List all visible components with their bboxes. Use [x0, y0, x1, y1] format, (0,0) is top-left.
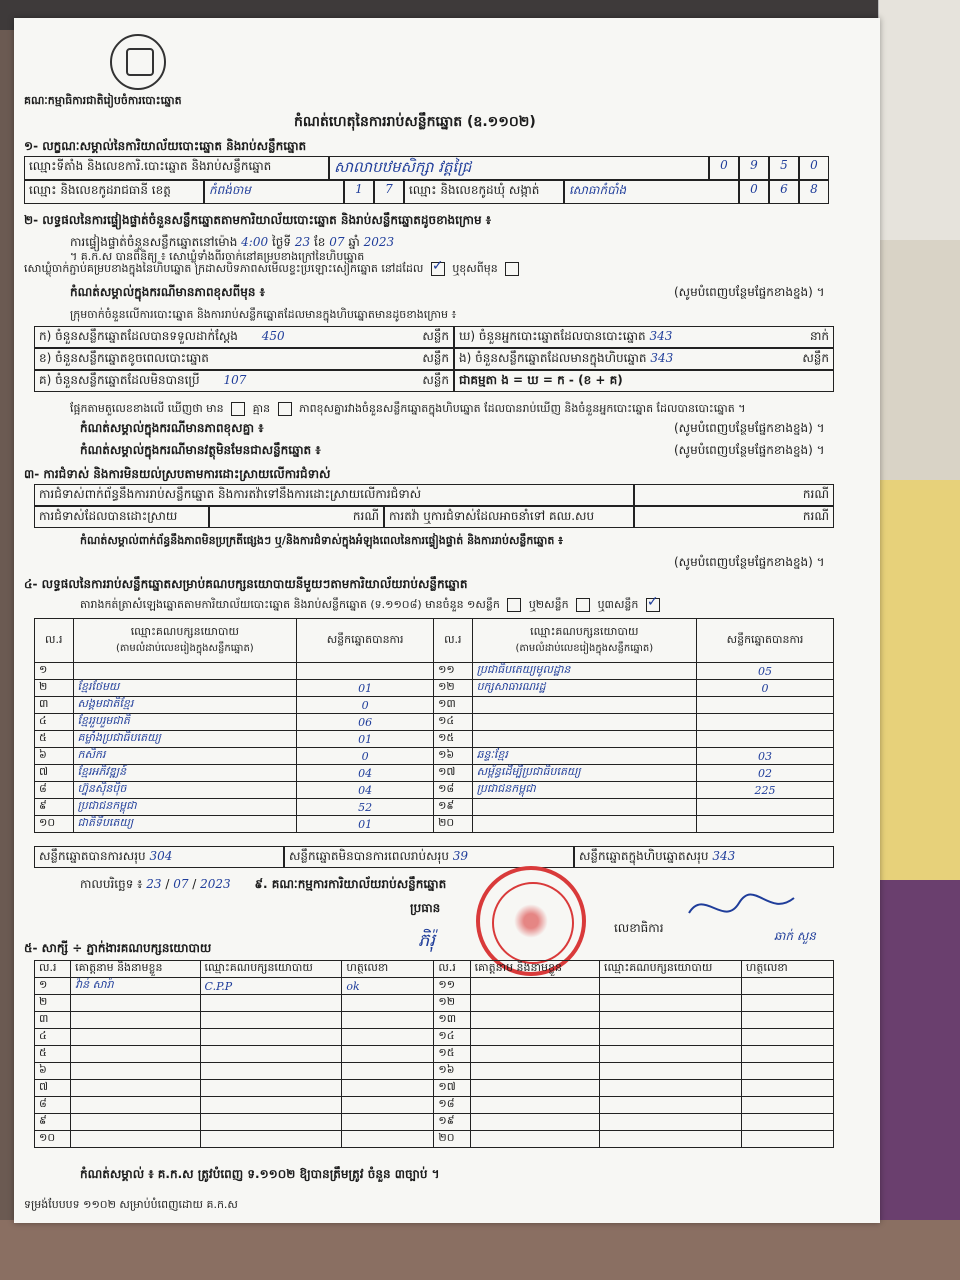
- table-row: ៨ ១៨: [35, 1097, 834, 1114]
- sec3-note: កំណត់សម្គាល់ពាក់ព័ន្ធនឹងភាពមិនប្រក្រតីផ្សេងៗ ឬ/និងការជំទាស់ក្នុងអំឡុងពេលនៃការផ្ទៀងផ្ទាត់ និងការរាប់សន្លឹកឆ្នោត ៖: [80, 534, 564, 547]
- date-line: កាលបរិច្ឆេទ ៖ 23 / 07 / 2023 ៩. គណៈកម្មការការិយាល័យរាប់សន្លឹកឆ្នោត: [80, 877, 447, 891]
- secretary-label: លេខាធិការ: [614, 921, 664, 935]
- col-no: ល.រ: [434, 619, 473, 663]
- table-row: ៤ ខ្មែររួបរួមជាតិ 06 ១៤: [35, 714, 834, 731]
- col-party: ឈ្មោះគណបក្សនយោបាយ: [530, 625, 639, 638]
- station-code-digit: 5: [769, 156, 799, 180]
- table-row: ៨ ហ្វ៊ុនស៊ិនប៉ិច 04 ១៨ ប្រជាជនកម្ពុជា 225: [35, 782, 834, 799]
- station-code-digit: 9: [739, 156, 769, 180]
- commune-code-digit: 0: [739, 180, 769, 204]
- commune-code-digit: 8: [799, 180, 829, 204]
- row-a-value: 450: [261, 329, 285, 343]
- table-row: ៥ ១៥: [35, 1046, 834, 1063]
- row-c-value: 107: [223, 373, 247, 387]
- verify-text: ។ គ.ក.ស បានពិនិត្យ ៖ សោឃ្លុំទាំងពីរចាក់នៅគម្របខាងក្រៅនៃហិបឆ្នោត: [70, 250, 365, 263]
- sheet-1-checkbox[interactable]: [507, 598, 521, 612]
- commune-label: ឈ្មោះ និងលេខកូដឃុំ សង្កាត់: [404, 180, 564, 204]
- background-poster: [878, 480, 960, 900]
- fill-more-note: (សូមបំពេញបន្ថែមផ្នែកខាងខ្នង) ។: [674, 421, 825, 435]
- witness-table: ល.រ គោត្តនាម និងនាមខ្លួន ឈ្មោះគណបក្សនយោបាយ ហត្ថលេខា ល.រ គោត្តនាម និងនាមខ្លួន ឈ្មោះគណបក្សនយោបាយ ហត្ថលេខា ១ វ៉ាន់ សារ៉ា C.P.P ok ១១ ២ ១២ ៣ ១៣ ៤ ១៤ ៥ ១៥ ៦ ១៦ ៧ ១៧ ៨ ១៨ ៩ ១៩ ១០ ២០: [34, 960, 834, 1148]
- compare-yes-checkbox[interactable]: [231, 402, 245, 416]
- secretary-signature: [684, 888, 804, 928]
- row-e-value: 343: [650, 351, 674, 365]
- col-party: ឈ្មោះគណបក្សនយោបាយ: [130, 625, 239, 638]
- sum-valid-value: 304: [149, 849, 173, 863]
- sum-box: សន្លឹកឆ្នោតក្នុងហិបឆ្នោតសរុប 343: [574, 846, 834, 868]
- table-row: ៩ ១៩: [35, 1114, 834, 1131]
- row-a: ក) ចំនួនសន្លឹកឆ្នោតដែលបានទទួលដាក់ស្តែង 450 សន្លឹក: [34, 326, 454, 348]
- date-year: 2023: [200, 877, 231, 891]
- verify-day: 23: [294, 235, 311, 249]
- fill-more-note: (សូមបំពេញបន្ថែមផ្នែកខាងខ្នង) ។: [674, 285, 825, 299]
- objection-case: ករណី: [634, 484, 834, 506]
- chair-label: ប្រធាន: [410, 901, 441, 915]
- bullet-diff: កំណត់សម្គាល់ក្នុងករណីមានភាពខុសគ្នា ៖: [80, 421, 264, 435]
- table-row: ៧ ខ្មែរអភិវឌ្ឍន៍ 04 ១៧ សម្ព័ន្ធដើម្បីប្រជាធិបតេយ្យ 02: [35, 765, 834, 782]
- table-row: ៣ សង្គមជាតិខ្មែរ 0 ១៣: [35, 697, 834, 714]
- table-row: ១ វ៉ាន់ សារ៉ា C.P.P ok ១១: [35, 978, 834, 995]
- row-c: គ) ចំនួនសន្លឹកឆ្នោតដែលមិនបានប្រើ 107 សន្លឹក: [34, 370, 454, 392]
- station-code-digit: 0: [709, 156, 739, 180]
- table-row: ១ ១១ ប្រជាធិបតេយ្យមូលដ្ឋាន 05: [35, 663, 834, 680]
- col-votes: សន្លឹកឆ្នោតបានការ: [697, 619, 834, 663]
- org-name: គណៈកម្មាធិការជាតិរៀបចំការបោះឆ្នោត: [24, 94, 182, 107]
- verify-month: 07: [329, 235, 345, 249]
- station-name-label: ឈ្មោះទីតាំង និងលេខការិ.បោះឆ្នោត និងរាប់សន្លឹកឆ្នោត: [24, 156, 329, 180]
- objection-case: ករណី: [634, 506, 834, 528]
- seal-same-checkbox[interactable]: [431, 262, 445, 276]
- sum-invalid: សន្លឹកឆ្នោតមិនបានការពេលរាប់សរុប 39: [284, 846, 574, 868]
- bullet-object: កំណត់សម្គាល់ក្នុងករណីមានវត្ថុមិនមែនជាសន្លឹកឆ្នោត ៖: [80, 443, 321, 457]
- section-4-title: ៤- លទ្ធផលនៃការរាប់សន្លឹកឆ្នោតសម្រាប់គណបក្សនយោបាយនីមួយៗតាមការិយាល័យរាប់សន្លឹកឆ្នោត: [24, 577, 468, 591]
- col-votes: សន្លឹកឆ្នោតបានការ: [297, 619, 434, 663]
- compare-no-checkbox[interactable]: [278, 402, 292, 416]
- objection-case: ករណី: [209, 506, 384, 528]
- section-1-title: ១- លក្ខណៈសម្គាល់នៃការិយាល័យបោះឆ្នោត និងរាប់សន្លឹកឆ្នោត: [24, 139, 307, 153]
- form-footer: ទម្រង់បែបបទ ១១០២ សម្រាប់បំពេញដោយ គ.ក.ស: [24, 1198, 238, 1211]
- table-row: ៥ គម្លាំងប្រជាធិបតេយ្យ 01 ១៥: [35, 731, 834, 748]
- fill-more-note: (សូមបំពេញបន្ថែមផ្នែកខាងខ្នង) ។: [674, 555, 825, 569]
- date-day: 23: [146, 877, 162, 891]
- section-5-title: ៥- សាក្សី ÷ ភ្នាក់ងារគណបក្សនយោបាយ: [24, 941, 212, 955]
- table-row: ២ ខ្មែរថែមយ 01 ១២ បក្សសាធារណរដ្ឋ 0: [35, 680, 834, 697]
- chair-name: ភិរ៉ុ: [418, 930, 436, 951]
- table-row: ៤ ១៤: [35, 1029, 834, 1046]
- formula: ជាគម្មតា ង = ឃ = ក - (ខ + គ): [454, 370, 834, 392]
- table-row: ៦ កសិករ 0 ១៦ ឆន្ទៈខ្មែរ 03: [35, 748, 834, 765]
- table-row: ៦ ១៦: [35, 1063, 834, 1080]
- sheet-2-checkbox[interactable]: [576, 598, 590, 612]
- row-d: ឃ) ចំនួនអ្នកបោះឆ្នោតដែលបានបោះឆ្នោត 343 នាក់: [454, 326, 834, 348]
- seal-line: សោឃ្លុំចាក់ភ្ជាប់គម្របខាងក្នុងនៃហិបឆ្នោត ក្រដាសបិទភាពសមើលខ្ទះប្រឡោះសៀកឆ្នោត នៅដដែល ✓ ឬខុសពីមុន: [24, 262, 523, 278]
- objection-resolved: ការជំទាស់ដែលបានដោះស្រាយ: [34, 506, 209, 528]
- row-b: ខ) ចំនួនសន្លឹកឆ្នោតខូចពេលបោះឆ្នោត សន្លឹក: [34, 348, 454, 370]
- sum-invalid-value: 39: [452, 849, 469, 863]
- col-party-sub: (តាមលំដាប់លេខរៀងក្នុងសន្លឹកឆ្នោត): [515, 643, 654, 654]
- diff-note-label: កំណត់សម្គាល់ក្នុងករណីមានភាពខុសពីមុន ៖: [70, 285, 265, 299]
- col-party-sub: (តាមលំដាប់លេខរៀងក្នុងសន្លឹកឆ្នោត): [115, 643, 254, 654]
- footer-note: កំណត់សម្គាល់ ៖ គ.ក.ស ត្រូវបំពេញ ទ.១១០២ ឱ្យបានត្រឹមត្រូវ ចំនួន ៣ច្បាប់ ។: [80, 1167, 440, 1181]
- form-sheet: [14, 18, 880, 1223]
- commune-code-digit: 6: [769, 180, 799, 204]
- background-floor: [0, 1220, 960, 1280]
- station-code-digit: 0: [799, 156, 829, 180]
- table-row: ៧ ១៧: [35, 1080, 834, 1097]
- seal-diff-checkbox[interactable]: [505, 262, 519, 276]
- table-row: ២ ១២: [35, 995, 834, 1012]
- table-row: ១០ ២០: [35, 1131, 834, 1148]
- province-label: ឈ្មោះ និងលេខកូដរាជធានី ខេត្ត: [24, 180, 204, 204]
- nec-emblem-icon: [110, 34, 166, 90]
- fill-more-note: (សូមបំពេញបន្ថែមផ្នែកខាងខ្នង) ។: [674, 443, 825, 457]
- sum-valid: សន្លឹកឆ្នោតបានការសរុប 304: [34, 846, 284, 868]
- verify-time: 4:00: [241, 235, 269, 249]
- section-2-title: ២- លទ្ធផលនៃការផ្ទៀងផ្ទាត់ចំនួនសន្លឹកឆ្នោតតាមការិយាល័យបោះឆ្នោត និងរាប់សន្លឹកឆ្នោតដូចខាងក្រោម ៖: [24, 213, 492, 227]
- compare-line: ផ្អែកតាមតួលេខខាងលើ ឃើញថា មាន គ្មាន ភាពខុសគ្នារវាងចំនួនសន្លឹកឆ្នោតក្នុងហិបឆ្នោត ដែលបានរាប់ឃើញ និងចំនួនអ្នកបោះឆ្នោត ដែលបានបោះឆ្នោត ។: [70, 402, 746, 415]
- verify-line: ការផ្ទៀងផ្ទាត់ចំនួនសន្លឹកឆ្នោតនៅម៉ោង 4:00 ថ្ងៃទី 23 ខែ 07 ឆ្នាំ 2023: [70, 235, 395, 249]
- objection-forwarded: ការតវ៉ា ឬការជំទាស់ដែលអាចនាំទៅ គឈ.សប: [384, 506, 634, 528]
- date-month: 07: [173, 877, 189, 891]
- table-row: ៩ ប្រជាជនកម្ពុជា 52 ១៩: [35, 799, 834, 816]
- background-paper: [878, 0, 960, 240]
- sheet-3-checkbox[interactable]: [646, 598, 660, 612]
- row-d-value: 343: [649, 329, 673, 343]
- province-name: កំពង់ចាម: [204, 180, 344, 204]
- committee-label: ៩. គណៈកម្មការការិយាល័យរាប់សន្លឹកឆ្នោត: [254, 877, 447, 891]
- station-name-value: សាលាបឋមសិក្សា វត្តជ្រៃ: [329, 156, 709, 180]
- province-code-digit: 1: [344, 180, 374, 204]
- table-row: ៣ ១៣: [35, 1012, 834, 1029]
- commune-name: សោធាកំបាំង: [564, 180, 739, 204]
- section-3-title: ៣- ការជំទាស់ និងការមិនយល់ស្របតាមការដោះស្រាយលើការជំទាស់: [24, 467, 331, 481]
- count-intro: ក្រុមចាក់ចំនួនលើការបោះឆ្នោត និងការរាប់សន្លឹកឆ្នោតដែលមានក្នុងហិបឆ្នោតមានដូចខាងក្រោម ៖: [70, 308, 457, 321]
- objection-row-1: ការជំទាស់ពាក់ព័ន្ធនឹងការរាប់សន្លឹកឆ្នោត និងការតវ៉ាទៅនឹងការដោះស្រាយលើការជំទាស់: [34, 484, 634, 506]
- verify-year: 2023: [363, 235, 395, 249]
- sec4-intro: តារាងកត់ត្រាសំឡេងឆ្នោតតាមការិយាល័យបោះឆ្នោត និងរាប់សន្លឹកឆ្នោត (ទ.១១០៨) មានចំនួន ១សន្លឹក ឬ២សន្លឹក ឬ៣សន្លឹក ✓: [80, 598, 664, 614]
- secretary-name: ឆាក់ សួន: [774, 929, 816, 943]
- sum-box-value: 343: [712, 849, 736, 863]
- col-no: ល.រ: [35, 619, 74, 663]
- party-results-table: [34, 618, 834, 833]
- form-title: កំណត់ហេតុនៃការរាប់សន្លឹកឆ្នោត (ឧ.១១០២): [294, 114, 536, 130]
- row-e: ង) ចំនួនសន្លឹកឆ្នោតដែលមានក្នុងហិបឆ្នោត 343 សន្លឹក: [454, 348, 834, 370]
- province-code-digit: 7: [374, 180, 404, 204]
- table-row: ១០ ជាតិទីបតេយ្យ 01 ២០: [35, 816, 834, 833]
